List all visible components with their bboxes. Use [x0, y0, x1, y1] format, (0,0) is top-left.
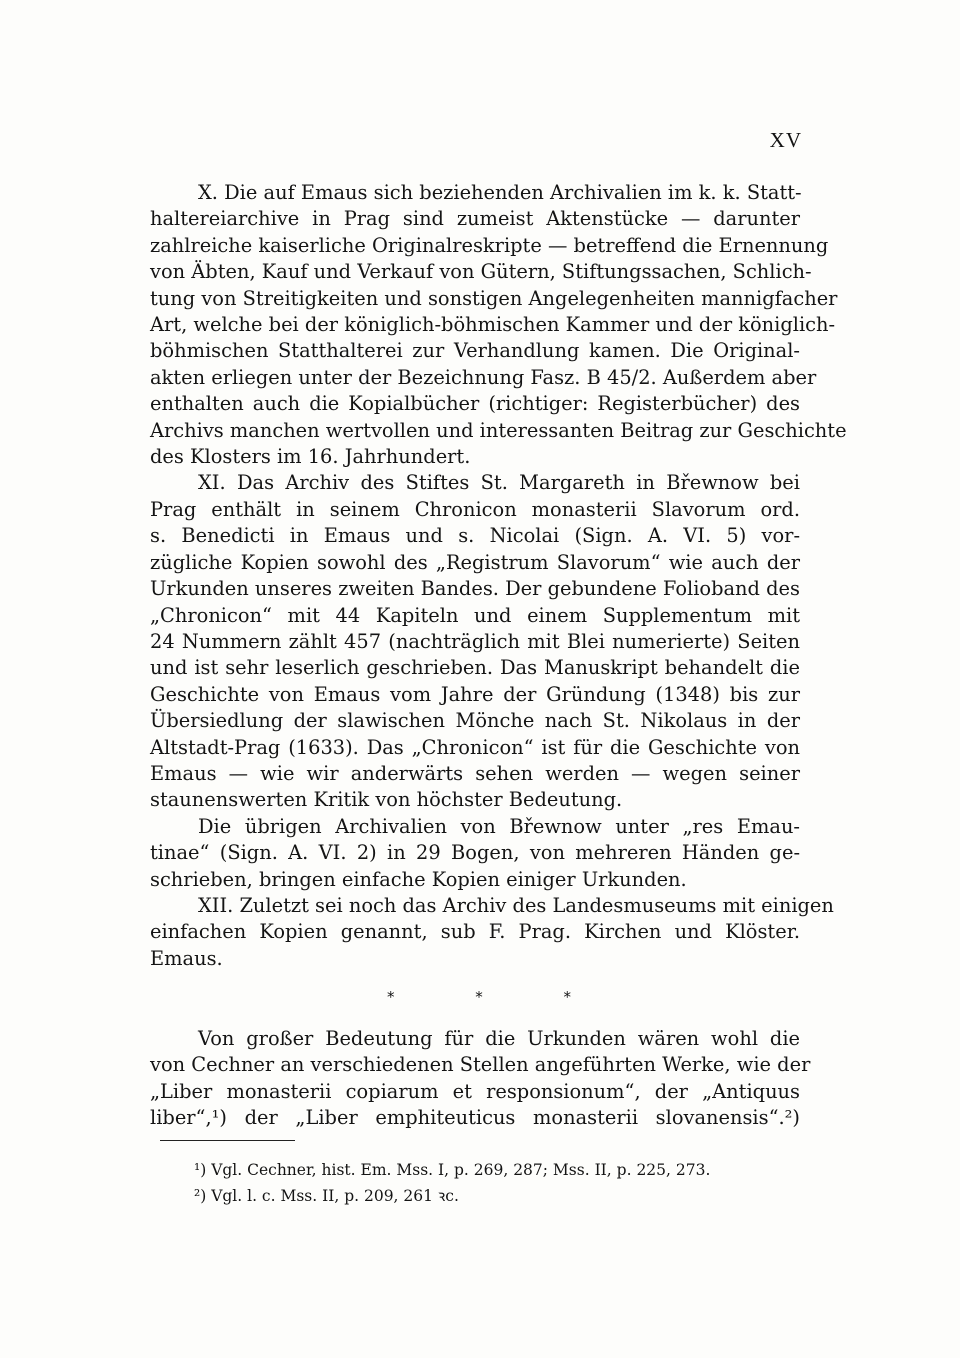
- footnote-rule: [160, 1140, 295, 1141]
- section-separator: * * *: [386, 988, 610, 1006]
- text-line: staunenswerten Kritik von höchster Bedeutung.: [150, 788, 623, 812]
- body-text: [150, 180, 847, 972]
- text-line: „Liber monasterii copiarum et responsionum“, der „Antiquus: [150, 1079, 800, 1103]
- final-paragraph: [150, 1026, 811, 1132]
- text-line: des Klosters im 16. Jahrhundert.: [150, 445, 471, 469]
- text-line: zügliche Kopien sowohl des „Registrum Slavorum“ wie auch der: [150, 550, 800, 574]
- text-line: haltereiarchive in Prag sind zumeist Aktenstücke — darunter: [150, 207, 800, 231]
- footnotes: [194, 1157, 794, 1209]
- text-line: schrieben, bringen einfache Kopien einiger Urkunden.: [150, 867, 687, 891]
- text-line: enthalten auch die Kopialbücher (richtiger: Registerbücher) des: [150, 392, 800, 416]
- text-line: Archivs manchen wertvollen und interessanten Beitrag zur Geschichte: [150, 418, 847, 442]
- text-line: Geschichte von Emaus vom Jahre der Gründung (1348) bis zur: [150, 682, 800, 706]
- text-line: von Cechner an verschiedenen Stellen angeführten Werke, wie der: [150, 1053, 811, 1077]
- text-line: Emaus — wie wir anderwärts sehen werden — wegen seiner: [150, 761, 800, 785]
- text-line: einfachen Kopien genannt, sub F. Prag. Kirchen und Klöster.: [150, 920, 800, 944]
- text-line: XII. Zuletzt sei noch das Archiv des Landesmuseums mit einigen: [198, 893, 834, 917]
- text-line: Prag enthält in seinem Chronicon monasterii Slavorum ord.: [150, 497, 800, 521]
- text-line: zahlreiche kaiserliche Originalreskripte — betreffend die Ernennung: [150, 233, 829, 257]
- page-number: XV: [769, 128, 802, 152]
- text-line: 24 Nummern zählt 457 (nachträglich mit Blei numerierte) Seiten: [150, 629, 800, 653]
- text-line: Urkunden unseres zweiten Bandes. Der gebundene Folioband des: [150, 577, 800, 601]
- footnote-1: ¹) Vgl. Cechner, hist. Em. Mss. I, p. 269, 287; Mss. II, p. 225, 273.: [194, 1161, 711, 1179]
- text-line: Emaus.: [150, 946, 223, 970]
- text-line: XI. Das Archiv des Stiftes St. Margareth in Břewnow bei: [198, 471, 800, 495]
- text-line: X. Die auf Emaus sich beziehenden Archivalien im k. k. Statt-: [198, 181, 802, 204]
- text-line: akten erliegen unter der Bezeichnung Fasz. B 45/2. Außerdem aber: [150, 365, 817, 389]
- text-line: böhmischen Statthalterei zur Verhandlung kamen. Die Original-: [150, 339, 800, 363]
- section-xii: [150, 893, 834, 972]
- text-line: liber“,¹) der „Liber emphiteuticus monasterii slovanensis“.²): [150, 1106, 800, 1130]
- text-line: Von großer Bedeutung für die Urkunden wären wohl die: [198, 1027, 800, 1050]
- text-line: Übersiedlung der slawischen Mönche nach St. Nikolaus in der: [150, 709, 800, 733]
- section-x: [150, 180, 847, 470]
- section-xi: [150, 470, 800, 813]
- section-xi-continued: [150, 814, 800, 893]
- text-line: s. Benedicti in Emaus und s. Nicolai (Sign. A. VI. 5) vor-: [150, 524, 800, 548]
- text-line: Die übrigen Archivalien von Břewnow unter „res Emau-: [198, 814, 800, 838]
- text-line: und ist sehr leserlich geschrieben. Das Manuskript behandelt die: [150, 656, 800, 680]
- text-line: tinae“ (Sign. A. VI. 2) in 29 Bogen, von mehreren Händen ge-: [150, 841, 800, 865]
- text-line: Art, welche bei der königlich-böhmischen Kammer und der königlich-: [150, 313, 836, 337]
- text-line: „Chronicon“ mit 44 Kapiteln und einem Supplementum mit: [150, 603, 800, 627]
- text-line: von Äbten, Kauf und Verkauf von Gütern, Stiftungssachen, Schlich-: [150, 260, 812, 284]
- text-line: Altstadt-Prag (1633). Das „Chronicon“ ist für die Geschichte von: [150, 735, 800, 759]
- footnote-2: ²) Vgl. l. c. Mss. II, p. 209, 261 ꝛc.: [194, 1187, 459, 1205]
- text-line: tung von Streitigkeiten und sonstigen Angelegenheiten mannigfacher: [150, 286, 838, 310]
